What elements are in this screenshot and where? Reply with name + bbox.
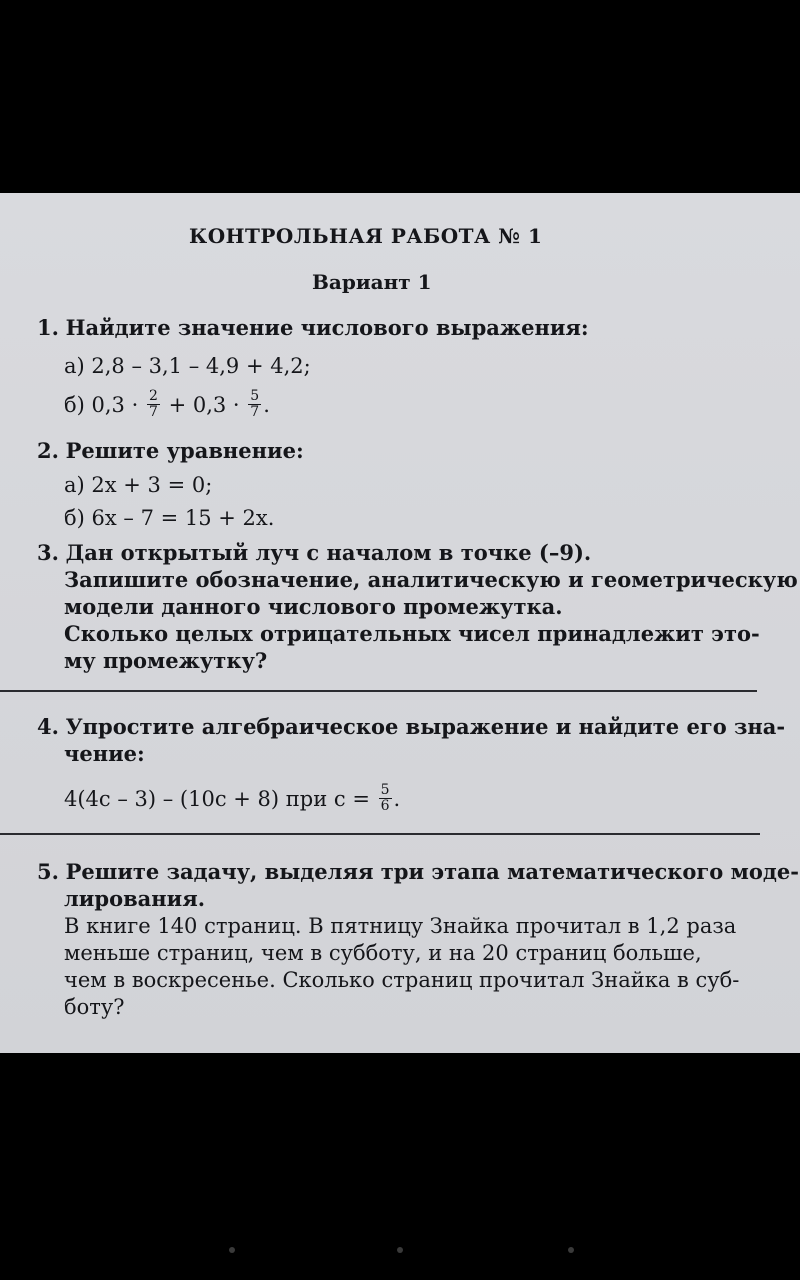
task-3-line-5: му промежутку? — [64, 648, 268, 673]
fraction-denominator: 7 — [250, 404, 260, 420]
task-5-line-1 — [37, 859, 799, 885]
task-4-expression — [64, 782, 401, 816]
task-4-number: 4. — [37, 714, 59, 739]
task-3-line-3: модели данного числового промежутка. — [64, 594, 563, 619]
nav-dot-icon[interactable] — [229, 1247, 235, 1253]
fraction-numerator: 5 — [250, 388, 260, 404]
task-4-line-2: чение: — [64, 741, 145, 766]
fraction-denominator: 7 — [148, 404, 158, 420]
task-3-line-2: Запишите обозначение, аналитическую и геометрическую — [64, 567, 798, 592]
task-5-line-2: лирования. — [64, 886, 206, 911]
task-2-prompt — [37, 438, 304, 464]
task-2-text: Решите уравнение: — [65, 438, 304, 463]
fraction-denominator: 6 — [380, 798, 390, 814]
task-2-a: а) 2x + 3 = 0; — [64, 473, 213, 497]
fraction-numerator: 5 — [380, 782, 390, 798]
task-4-suffix: . — [393, 787, 401, 811]
task-4-expr: 4(4c – 3) – (10c + 8) при c = — [64, 787, 370, 811]
task-1-number: 1. — [37, 315, 59, 340]
fraction-2-7 — [147, 389, 160, 420]
fraction-numerator: 2 — [148, 388, 158, 404]
task-2-number: 2. — [37, 438, 59, 463]
task-1-b-mid: + 0,3 · — [168, 393, 240, 417]
task-5-line-3: В книге 140 страниц. В пятницу Знайка прочитал в 1,2 раза — [64, 914, 737, 938]
task-3-line-4: Сколько целых отрицательных чисел принадлежит это- — [64, 621, 760, 646]
page-title: КОНТРОЛЬНАЯ РАБОТА № 1 — [189, 224, 543, 248]
task-4-line-1 — [37, 714, 785, 740]
document-photo — [0, 193, 800, 1053]
task-5-line-5: чем в воскресенье. Сколько страниц прочитал Знайка в суб- — [64, 968, 740, 992]
task-3-text-1: Дан открытый луч с началом в точке (–9). — [65, 540, 592, 565]
task-1-text: Найдите значение числового выражения: — [65, 315, 589, 340]
nav-dot-icon[interactable] — [397, 1247, 403, 1253]
task-2-b: б) 6x – 7 = 15 + 2x. — [64, 506, 275, 530]
task-5-number: 5. — [37, 859, 59, 884]
navigation-bar — [0, 1225, 800, 1275]
task-1-b-prefix: б) 0,3 · — [64, 393, 139, 417]
task-1-prompt — [37, 315, 589, 341]
variant-heading: Вариант 1 — [312, 270, 432, 294]
fraction-5-7 — [248, 389, 261, 420]
task-5-line-4: меньше страниц, чем в субботу, и на 20 страниц больше, — [64, 941, 702, 965]
task-5-line-6: боту? — [64, 995, 125, 1019]
task-1-b — [64, 388, 270, 422]
task-3-line-1 — [37, 540, 591, 566]
task-3-number: 3. — [37, 540, 59, 565]
task-1-b-suffix: . — [263, 393, 270, 417]
divider-line — [0, 690, 757, 692]
divider-line — [0, 833, 760, 835]
task-5-text-1: Решите задачу, выделяя три этапа математического моде- — [65, 859, 799, 884]
task-4-text-1: Упростите алгебраическое выражение и найдите его зна- — [65, 714, 786, 739]
nav-dot-icon[interactable] — [568, 1247, 574, 1253]
fraction-5-6 — [379, 783, 392, 814]
task-1-a: а) 2,8 – 3,1 – 4,9 + 4,2; — [64, 354, 311, 378]
